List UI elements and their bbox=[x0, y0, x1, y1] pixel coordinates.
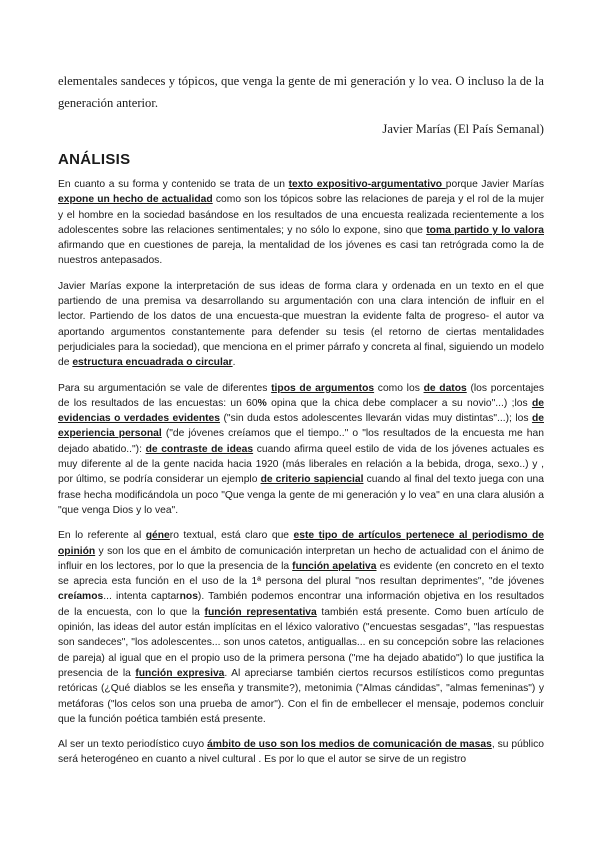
paragraph-text: y son los que en el ámbito de comunicación interpretan un hecho de actualidad con el ánimo de influir en los lectores, por lo que la presencia de la bbox=[58, 545, 544, 572]
analysis-body bbox=[58, 177, 544, 768]
key-term: de evidencias o verdades evidentes bbox=[58, 397, 544, 425]
quote-text: elementales sandeces y tópicos, que venga la gente de mi generación y lo vea. O incluso la de la generación anterior. bbox=[58, 74, 544, 110]
key-term: estructura encuadrada o circular bbox=[72, 357, 233, 369]
paragraph-text: porque Javier Marías bbox=[445, 179, 544, 190]
paragraph-text: como son los tópicos sobre las relaciones de pareja y el rol de la mujer y el hombre en la sociedad basándose en los resultados de una encuesta realizada recientemente a los adolescentes sobre las relaciones sentimentales; y no sólo lo expone, sino que bbox=[58, 194, 545, 236]
paragraph-text: . bbox=[232, 357, 236, 369]
quote-attribution: Javier Marías (El País Semanal) bbox=[382, 122, 544, 136]
paragraph-text: (los porcentajes de los resultados de las encuestas: un 60 bbox=[58, 382, 544, 409]
key-term: texto expositivo-argumentativo bbox=[288, 179, 446, 190]
key-term: géne bbox=[145, 530, 170, 542]
paragraph-text: como los bbox=[374, 382, 424, 394]
paragraph-text: opina que la chica debe complacer a su novio"...) ;los bbox=[266, 397, 532, 409]
bold-text: % bbox=[257, 397, 267, 409]
bold-text: nos bbox=[179, 591, 198, 603]
key-term: de criterio sapiencial bbox=[260, 474, 364, 486]
paragraph-text: cuando afirma queel estilo de vida de los jóvenes actuales es muy diferente al de la gente nacida hacia 1920 (más liberales en relación a la bebida, droga, sexo..) y , por último, se podría considerar un ejemplo bbox=[58, 443, 544, 486]
analysis-paragraph bbox=[58, 737, 544, 768]
key-term: expone un hecho de actualidad bbox=[58, 194, 213, 206]
key-term: ámbito de uso son los medios de comunicación de masas bbox=[207, 739, 492, 751]
key-term: de experiencia personal bbox=[58, 413, 544, 440]
paragraph-text: Javier Marías expone la interpretación de sus ideas de forma clara y ordenada en un texto en el que partiendo de una premisa va desarrollando su argumentación con una clara intención de influir en el lector. Partiendo de los datos de una encuesta-que muestran la evidente falta de progreso- el autor va aportando argumentos constantemente para defender su tesis (el retorno de ciertas mentalidades perjudiciales para la sociedad), que menciona en el primer párrafo y concreta al final, siguiendo un modelo de bbox=[58, 280, 544, 369]
analysis-paragraph bbox=[58, 279, 544, 371]
paragraph-text: ("sin duda estos adolescentes llevarán vidas muy distintas"...); los bbox=[220, 413, 532, 425]
key-term: toma partido y lo valora bbox=[426, 224, 544, 236]
bold-text: creíamos bbox=[58, 591, 104, 603]
key-term: tipos de argumentos bbox=[271, 382, 375, 394]
paragraph-text: . Al apreciarse también ciertos recursos estilísticos como preguntas retóricas (¿Qué diablos se les enseña y transmite?), metonimia ("Almas cándidas", "almas femeninas") y metáforas ("los celos son una prueba de amor"). Con el fin de embellecer el mensaje, podemos concluir que la función poética también está presente. bbox=[58, 667, 544, 725]
paragraph-text: En lo referente al bbox=[58, 530, 146, 542]
paragraph-text: ("de jóvenes creíamos que el tiempo.." o "los resultados de la encuesta me han dejado abatido.."): bbox=[58, 428, 544, 455]
paragraph-text: En cuanto a su forma y contenido se trata de un bbox=[58, 179, 289, 190]
analysis-paragraph bbox=[58, 381, 544, 519]
paragraph-text: es evidente (en concreto en el texto se aprecia esta función en el uso de la 1ª persona del plural "nos resultan deprimentes", "de jóvenes bbox=[58, 560, 544, 588]
paragraph-text: ). También podemos encontrar una información objetiva en los resultados de la encuesta, con lo que la bbox=[58, 591, 544, 618]
key-term: función apelativa bbox=[292, 560, 377, 572]
paragraph-text: ... intenta captar bbox=[103, 591, 180, 603]
analysis-paragraph bbox=[58, 528, 544, 727]
paragraph-text: cuando al final del texto juega con una frase hecha modificándola un poco "Que venga la gente de mi generación y lo vea" en una clara alusión a "que venga Dios y lo vea". bbox=[58, 474, 544, 516]
paragraph-text: afirmando que en cuestiones de pareja, la mentalidad de los jóvenes es casi tan retrógrada como la de nuestros antepasados. bbox=[58, 240, 544, 267]
paragraph-text: Para su argumentación se vale de diferentes bbox=[58, 382, 272, 394]
paragraph-text: también está presente. Como buen artículo de opinión, las ideas del autor están implícitas en el léxico valorativo ("encuestas sesgadas", "las respuestas son sandeces", "los adolescentes... son unos catetos, antiguallas... en su concepción sobre las relaciones de pareja) al igual que en el propio uso de la primera persona ("me ha dejado abatido") lo que justifica la presencia de la bbox=[58, 606, 544, 679]
paragraph-text: Al ser un texto periodístico cuyo bbox=[58, 739, 208, 751]
section-heading: ANÁLISIS bbox=[58, 151, 131, 168]
key-term: función representativa bbox=[204, 606, 317, 618]
key-term: este tipo de artículos pertenece al periodismo de opinión bbox=[58, 530, 544, 557]
key-term: de datos bbox=[423, 382, 467, 394]
key-term: de contraste de ideas bbox=[145, 443, 254, 455]
paragraph-text: ro textual, está claro que bbox=[169, 530, 294, 542]
key-term: función expresiva bbox=[135, 667, 225, 679]
paragraph-text: , su público será heterogéneo en cuanto a nivel cultural . Es por lo que el autor se sirve de un registro bbox=[58, 739, 544, 766]
analysis-paragraph bbox=[58, 177, 544, 269]
